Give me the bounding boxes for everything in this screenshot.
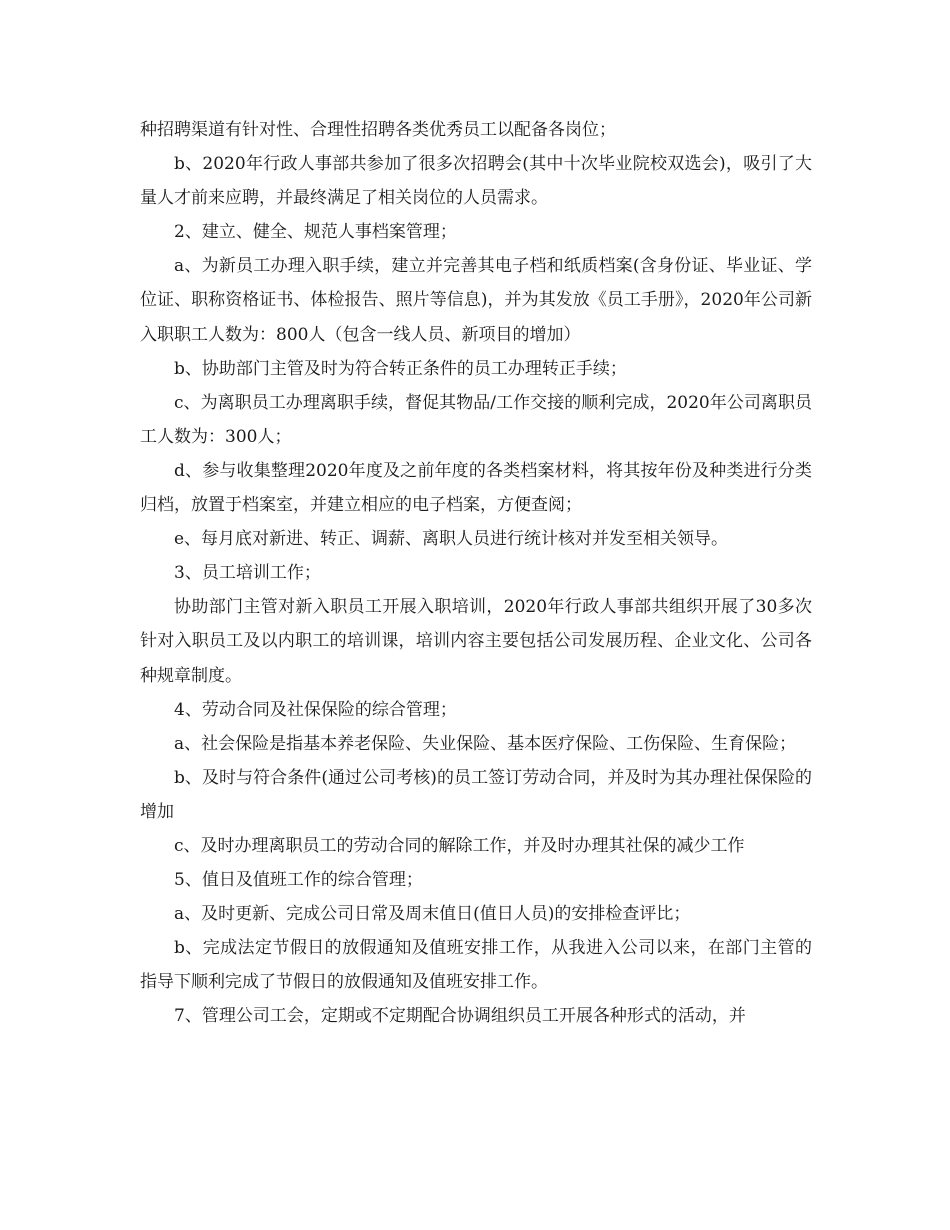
heading-duty-management: 5、值日及值班工作的综合管理； <box>174 870 423 891</box>
paragraph-union: 7、管理公司工会，定期或不定期配合协调组织员工开展各种形式的活动，并 <box>174 1006 746 1027</box>
heading-employee-training: 3、员工培训工作； <box>174 563 321 584</box>
paragraph-holiday-duty: b、完成法定节假日的放假通知及值班安排工作，从我进入公司以来，在部门主管的指导下顺利完成了节假日的放假通知及值班安排工作。 <box>140 938 812 993</box>
document-body <box>140 113 812 1034</box>
paragraph-contract-signing: b、及时与符合条件(通过公司考核)的员工签订劳动合同，并及时为其办理社保保险的增加 <box>140 767 812 822</box>
paragraph-social-insurance: a、社会保险是指基本养老保险、失业保险、基本医疗保险、工伤保险、生育保险； <box>174 733 797 754</box>
heading-labor-contract: 4、劳动合同及社保保险的综合管理； <box>174 699 457 720</box>
paragraph-resignation: c、为离职员工办理离职手续，督促其物品/工作交接的顺利完成，2020年公司离职员工人数为：300人； <box>140 392 812 447</box>
paragraph-job-fair: b、2020年行政人事部共参加了很多次招聘会(其中十次毕业院校双选会)，吸引了大量人才前来应聘，并最终满足了相关岗位的人员需求。 <box>140 154 812 209</box>
paragraph-continuation: 种招聘渠道有针对性、合理性招聘各类优秀员工以配备各岗位； <box>140 120 616 140</box>
paragraph-regularization: b、协助部门主管及时为符合转正条件的员工办理转正手续； <box>174 358 627 379</box>
paragraph-archiving: d、参与收集整理2020年度及之前年度的各类档案材料，将其按年份及种类进行分类归档，放置于档案室，并建立相应的电子档案，方便查阅； <box>140 460 812 516</box>
paragraph-training: 协助部门主管对新入职员工开展入职培训，2020年行政人事部共组织开展了30多次针对入职员工及以内职工的培训课，培训内容主要包括公司发展历程、企业文化、公司各种规章制度。 <box>140 597 812 686</box>
paragraph-monthly-statistics: e、每月底对新进、转正、调薪、离职人员进行统计核对并发至相关领导。 <box>174 529 729 550</box>
heading-personnel-archives: 2、建立、健全、规范人事档案管理； <box>174 222 457 243</box>
paragraph-daily-duty: a、及时更新、完成公司日常及周末值日(值日人员)的安排检查评比； <box>174 904 691 925</box>
paragraph-onboarding: a、为新员工办理入职手续，建立并完善其电子档和纸质档案(含身份证、毕业证、学位证、职称资格证书、体检报告、照片等信息)，并为其发放《员工手册》，2020年公司新入职职工人数为：800人（包含一线人员、新项目的增加） <box>140 256 812 345</box>
paragraph-contract-termination: c、及时办理离职员工的劳动合同的解除工作，并及时办理其社保的减少工作 <box>174 835 745 856</box>
